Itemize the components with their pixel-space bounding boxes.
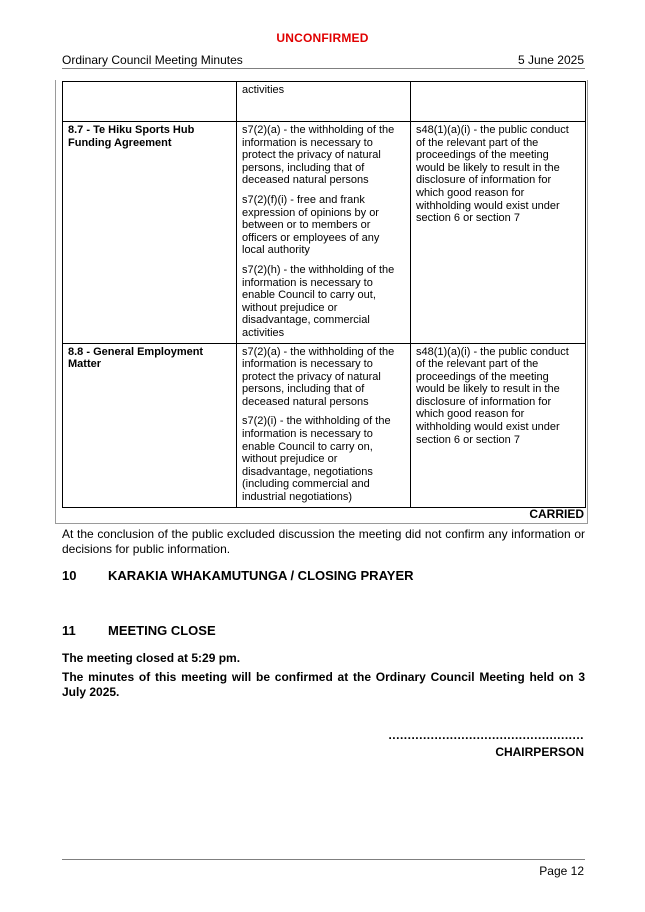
header-date: 5 June 2025 [517,53,584,67]
section-heading-closing-prayer [62,568,585,583]
grounds-cell: s48(1)(a)(i) - the public conduct of the relevant part of the proceedings of the meeting would be likely to result in the disclosure of information for which good reason for withholding would exist under section 6 or section 7 [411,343,586,507]
table-row [63,82,586,122]
conclusion-paragraph: At the conclusion of the public excluded discussion the meeting did not confirm any information or decisions for public information. [62,527,585,556]
header-title: Ordinary Council Meeting Minutes [62,53,243,67]
signature-line: ................................................... [388,728,584,742]
public-excluded-table [62,81,586,508]
footer-divider [62,859,585,860]
grounds-cell: s48(1)(a)(i) - the public conduct of the relevant part of the proceedings of the meeting would be likely to result in the disclosure of information for which good reason for withholding would exist under section 6 or section 7 [411,122,586,344]
reason-text: s7(2)(h) - the withholding of the information is necessary to enable Council to carry out, without prejudice or disadvantage, commercial activities [242,263,395,339]
meeting-closed-text: The meeting closed at 5:29 pm. [62,651,241,665]
section-heading-meeting-close [62,623,585,638]
subject-cell [63,82,237,122]
reason-cell [237,343,411,507]
reason-text: s7(2)(i) - the withholding of the information is necessary to enable Council to carry on, without prejudice or disadvantage, negotiations (including commercial and industrial negotiations) [242,415,391,504]
chairperson-label: CHAIRPERSON [495,745,584,759]
reason-text: activities [242,84,285,96]
header-divider [62,68,585,69]
unconfirmed-watermark: UNCONFIRMED [276,31,369,45]
grounds-cell [411,82,586,122]
table-row [63,343,586,507]
reason-cell [237,122,411,344]
subject-cell: 8.7 - Te Hiku Sports Hub Funding Agreement [63,122,237,344]
minutes-confirmation-text: The minutes of this meeting will be confirmed at the Ordinary Council Meeting held on 3 July 2025. [62,670,585,699]
reason-cell [237,82,411,122]
table-row [63,122,586,344]
section-title: KARAKIA WHAKAMUTUNGA / CLOSING PRAYER [108,568,414,583]
reason-text: s7(2)(a) - the withholding of the information is necessary to protect the privacy of natural persons, including that of deceased natural persons [242,345,395,408]
section-number: 10 [62,568,77,583]
section-number: 11 [62,623,76,638]
section-title: MEETING CLOSE [108,623,216,638]
carried-label: CARRIED [529,507,584,521]
reason-text: s7(2)(a) - the withholding of the information is necessary to protect the privacy of natural persons, including that of deceased natural persons [242,124,395,187]
page-number: Page 12 [539,864,584,878]
subject-cell: 8.8 - General Employment Matter [63,343,237,507]
reason-text: s7(2)(f)(i) - free and frank expression of opinions by or between or to members or officers or employees of any local authority [242,193,380,257]
